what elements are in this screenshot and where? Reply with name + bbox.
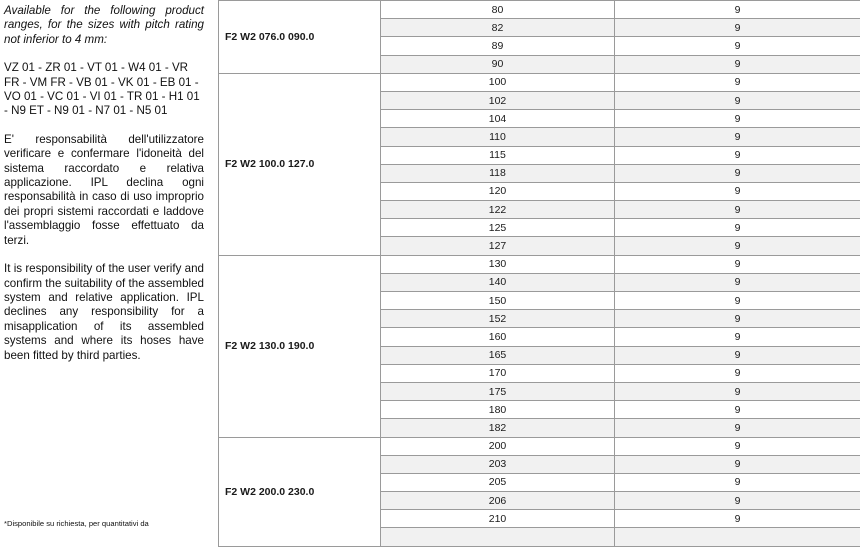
size-cell: 120: [381, 182, 615, 200]
size-cell: 102: [381, 91, 615, 109]
value-cell: 9: [615, 128, 860, 146]
size-cell: 82: [381, 19, 615, 37]
size-cell: 122: [381, 201, 615, 219]
value-cell: 9: [615, 201, 860, 219]
availability-note: Available for the following product ranges, for the sizes with pitch rating not inferior to 4 mm:: [4, 4, 204, 47]
value-cell: 9: [615, 146, 860, 164]
value-cell: 9: [615, 364, 860, 382]
sizes-table-wrapper: [218, 0, 860, 530]
size-cell: 175: [381, 382, 615, 400]
group-label-cell: F2 W2 130.0 190.0: [219, 255, 381, 437]
size-cell: 210: [381, 510, 615, 528]
group-label-cell: F2 W2 076.0 090.0: [219, 1, 381, 74]
size-cell: 200: [381, 437, 615, 455]
size-cell: 125: [381, 219, 615, 237]
size-cell: 160: [381, 328, 615, 346]
value-cell: 9: [615, 255, 860, 273]
size-cell: 115: [381, 146, 615, 164]
size-cell: 182: [381, 419, 615, 437]
value-cell: 9: [615, 237, 860, 255]
value-cell: 9: [615, 510, 860, 528]
size-cell: 165: [381, 346, 615, 364]
value-cell: 9: [615, 455, 860, 473]
value-cell: 9: [615, 492, 860, 510]
disclaimer-english: It is responsibility of the user verify and confirm the suitability of the assembled system and relative application. IPL declines any responsibility for a misapplication of its assembled systems and where its hoses have been fitted by third parties.: [4, 262, 204, 363]
value-cell: 9: [615, 55, 860, 73]
group-label-cell: F2 W2 200.0 230.0: [219, 437, 381, 546]
size-cell: 80: [381, 1, 615, 19]
value-cell: 9: [615, 37, 860, 55]
value-cell: 9: [615, 19, 860, 37]
size-cell: 206: [381, 492, 615, 510]
value-cell: [615, 528, 860, 546]
size-cell: 205: [381, 473, 615, 491]
size-cell: 170: [381, 364, 615, 382]
size-cell: 100: [381, 73, 615, 91]
size-cell: 110: [381, 128, 615, 146]
product-range-codes: VZ 01 - ZR 01 - VT 01 - W4 01 - VR FR - VM FR - VB 01 - VK 01 - EB 01 - VO 01 - VC 01 - VI 01 - TR 01 - H1 01 - N9 ET - N9 01 - N7 01 - N5 01: [4, 61, 204, 119]
value-cell: 9: [615, 292, 860, 310]
size-cell: [381, 528, 615, 546]
size-cell: 89: [381, 37, 615, 55]
value-cell: 9: [615, 73, 860, 91]
table-row: [219, 73, 860, 91]
value-cell: 9: [615, 401, 860, 419]
value-cell: 9: [615, 110, 860, 128]
value-cell: 9: [615, 273, 860, 291]
size-cell: 104: [381, 110, 615, 128]
value-cell: 9: [615, 473, 860, 491]
disclaimer-italian: E' responsabilità dell'utilizzatore verificare e confermare l'idoneità del sistema raccordato e relativa applicazione. IPL declina ogni responsabilità in caso di uso improprio dei propri sistemi raccordati e laddove l'assemblaggio fosse effettuato da terzi.: [4, 133, 204, 248]
value-cell: 9: [615, 182, 860, 200]
size-cell: 130: [381, 255, 615, 273]
footnote-text: *Disponibile su richiesta, per quantitativi da: [4, 519, 214, 528]
value-cell: 9: [615, 346, 860, 364]
value-cell: 9: [615, 328, 860, 346]
size-cell: 203: [381, 455, 615, 473]
left-text-column: [0, 0, 218, 530]
value-cell: 9: [615, 310, 860, 328]
value-cell: 9: [615, 1, 860, 19]
size-cell: 90: [381, 55, 615, 73]
group-label-cell: F2 W2 100.0 127.0: [219, 73, 381, 255]
table-row: [219, 1, 860, 19]
size-cell: 127: [381, 237, 615, 255]
sizes-table: [218, 0, 860, 547]
value-cell: 9: [615, 437, 860, 455]
value-cell: 9: [615, 419, 860, 437]
value-cell: 9: [615, 164, 860, 182]
size-cell: 152: [381, 310, 615, 328]
value-cell: 9: [615, 382, 860, 400]
value-cell: 9: [615, 91, 860, 109]
size-cell: 140: [381, 273, 615, 291]
size-cell: 118: [381, 164, 615, 182]
size-cell: 150: [381, 292, 615, 310]
table-row: [219, 255, 860, 273]
table-row: [219, 437, 860, 455]
size-cell: 180: [381, 401, 615, 419]
value-cell: 9: [615, 219, 860, 237]
